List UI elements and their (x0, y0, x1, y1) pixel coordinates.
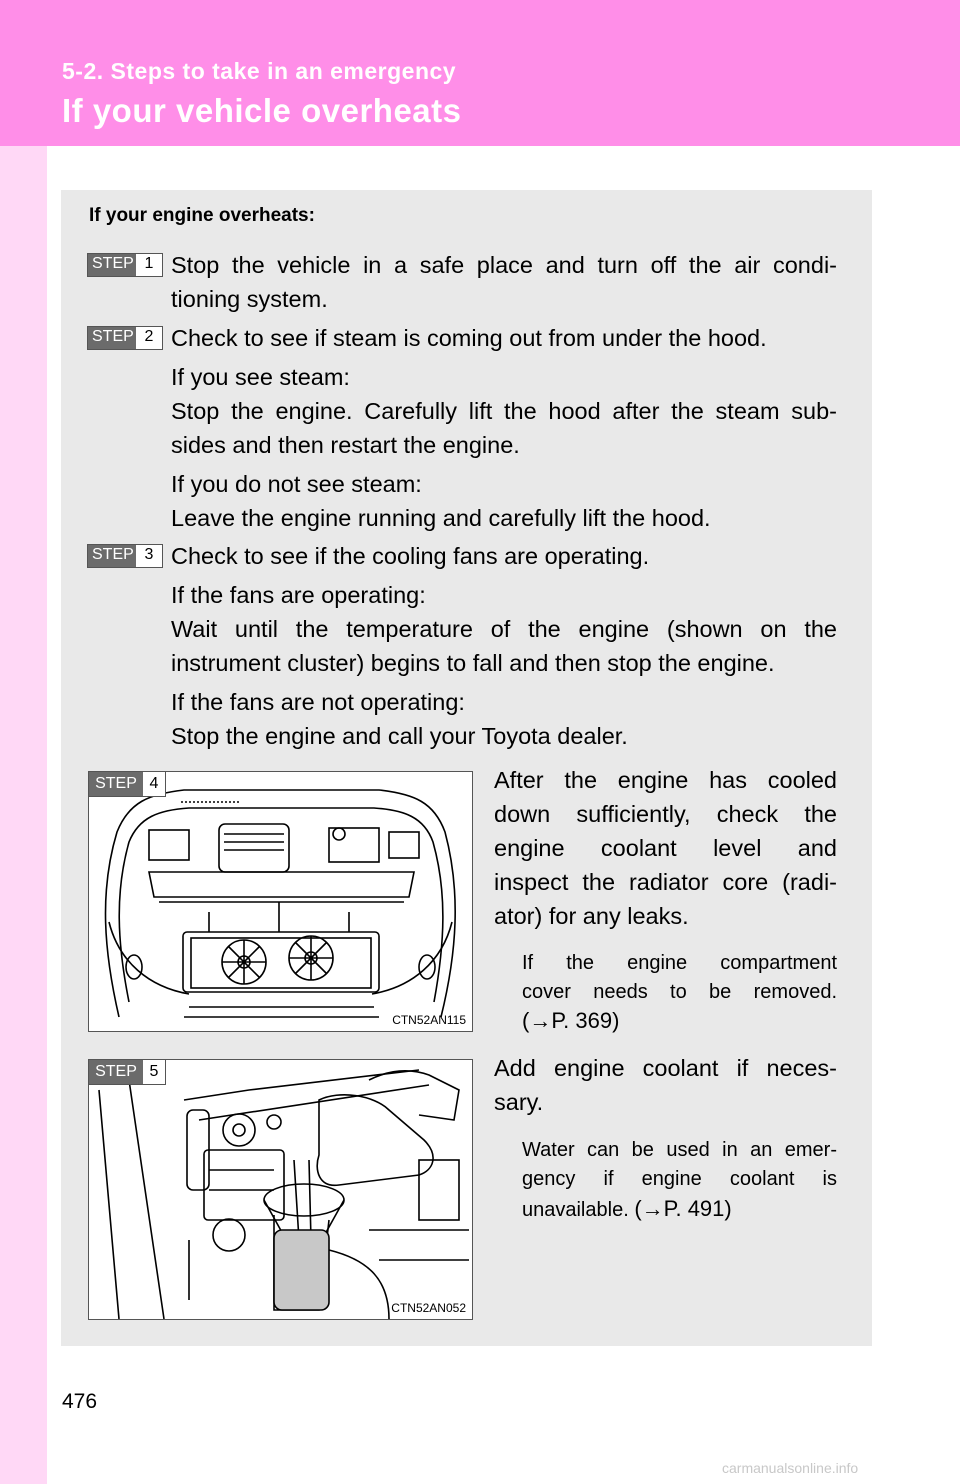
step-4-text-line-4: inspect the radiator core (radi- (494, 869, 837, 895)
step-1-text-line-2: tioning system. (171, 286, 328, 312)
page-header (0, 0, 960, 146)
step-3-badge (87, 544, 163, 568)
step-4-text-line-2: down sufficiently, check the (494, 801, 837, 827)
engine-bay-illustration (89, 772, 472, 1031)
step-5-text-line-2: sary. (494, 1089, 544, 1115)
step-2-badge (87, 326, 163, 350)
step-label: STEP (88, 327, 136, 349)
step-5-note-line-1: Water can be used in an emer- (522, 1139, 837, 1161)
step-number: 5 (149, 1063, 159, 1080)
step-1-text-line-1: Stop the vehicle in a safe place and turn off the air condi- (171, 252, 837, 278)
step-4-note-line-1: If the engine compartment (522, 952, 837, 974)
page-title: If your vehicle overheats (62, 92, 462, 129)
step-2-case-1-line-1: Stop the engine. Carefully lift the hood after the steam sub- (171, 398, 837, 424)
step-5-note-line-3 (522, 1194, 732, 1225)
figure-code: CTN52AN115 (392, 1013, 466, 1027)
coolant-reservoir-illustration (89, 1060, 472, 1319)
step-3-case-1-line-2: instrument cluster) begins to fall and then stop the engine. (171, 650, 775, 676)
section-label: 5-2. Steps to take in an emergency (62, 58, 457, 84)
step-label: STEP (88, 254, 136, 276)
step-number: 1 (144, 255, 154, 272)
step-2-case-1-line-2: sides and then restart the engine. (171, 432, 520, 458)
step-5-badge (89, 1060, 166, 1085)
step-label: STEP (89, 1060, 143, 1084)
step-number: 2 (144, 328, 154, 345)
step-5-figure (88, 1059, 473, 1320)
step-2-case-2-line-1: Leave the engine running and carefully lift the hood. (171, 505, 711, 531)
step-3-case-2-line-1: Stop the engine and call your Toyota dealer. (171, 723, 628, 749)
step-5-note-line-2: gency if engine coolant is (522, 1168, 837, 1190)
step-4-page-ref: (→P. 369) (522, 1008, 620, 1033)
step-4-note-line-2: cover needs to be removed. (522, 981, 837, 1003)
step-3-case-1-title: If the fans are operating: (171, 582, 426, 608)
page-number: 476 (62, 1390, 98, 1413)
left-margin-band (0, 146, 47, 1484)
step-4-text-line-5: ator) for any leaks. (494, 903, 689, 929)
step-2-text: Check to see if steam is coming out from under the hood. (171, 325, 767, 351)
step-4-badge (89, 772, 166, 797)
step-2-case-1-title: If you see steam: (171, 364, 350, 390)
step-4-text-line-1: After the engine has cooled (494, 767, 837, 793)
watermark: carmanualsonline.info (722, 1460, 859, 1476)
step-label: STEP (88, 545, 136, 567)
step-4-text-line-3: engine coolant level and (494, 835, 837, 861)
step-5-page-ref: (→P. 491) (634, 1196, 732, 1221)
step-1-badge (87, 253, 163, 277)
step-5-text-line-1: Add engine coolant if neces- (494, 1055, 837, 1081)
figure-code: CTN52AN052 (391, 1301, 466, 1315)
step-3-case-2-title: If the fans are not operating: (171, 689, 465, 715)
step-3-case-1-line-1: Wait until the temperature of the engine (shown on the (171, 616, 837, 642)
panel-heading: If your engine overheats: (89, 205, 315, 226)
note-text: unavailable. (522, 1199, 635, 1221)
step-number: 3 (144, 546, 154, 563)
step-number: 4 (149, 775, 159, 792)
step-label: STEP (89, 772, 143, 796)
step-2-case-2-title: If you do not see steam: (171, 471, 422, 497)
step-3-text: Check to see if the cooling fans are operating. (171, 543, 650, 569)
step-4-figure (88, 771, 473, 1032)
